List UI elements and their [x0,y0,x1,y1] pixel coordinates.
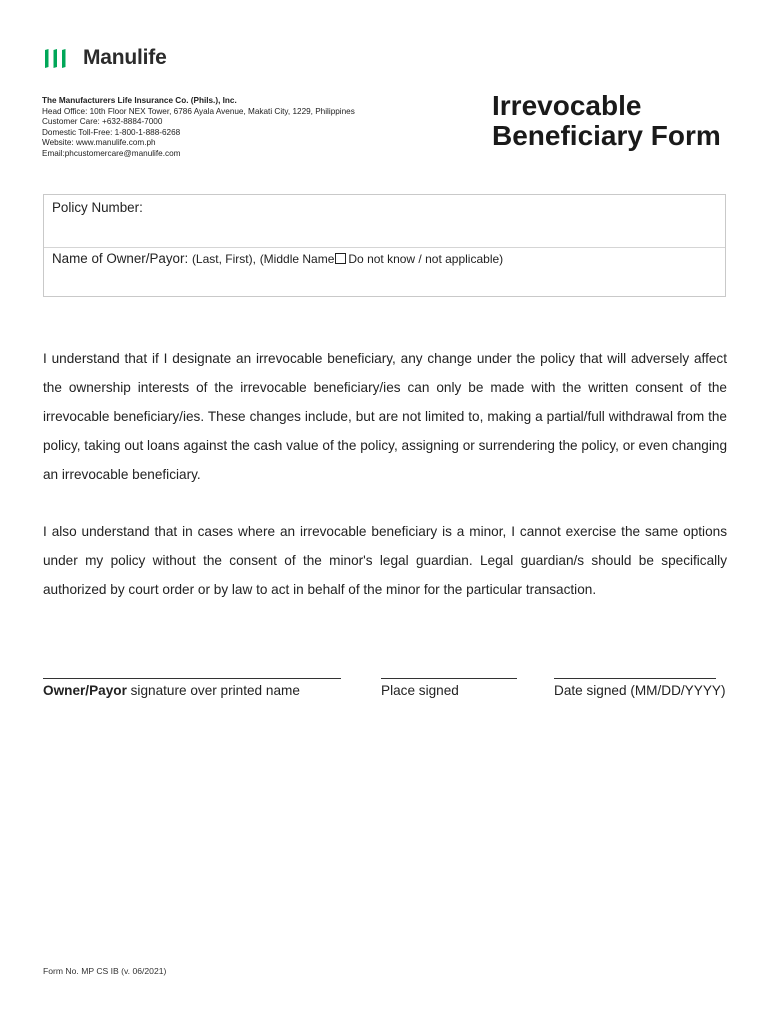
owner-name-hint: (Last, First), [191,252,256,266]
email: Email:phcustomercare@manulife.com [42,148,181,158]
owner-name-field[interactable] [44,247,725,297]
date-signed-line[interactable] [554,665,716,679]
place-signed-line[interactable] [381,665,517,679]
date-signed-block [554,665,726,698]
form-title-line1: Irrevocable [492,90,642,121]
form-title-line2: Beneficiary Form [492,120,721,151]
date-signed-caption: Date signed (MM/DD/YYYY) [554,683,726,698]
form-number: Form No. MP CS IB (v. 06/2021) [43,966,167,976]
owner-signature-line[interactable] [43,665,341,679]
middle-name-label: (Middle Name [259,252,335,266]
head-office: Head Office: 10th Floor NEX Tower, 6786 Ayala Avenue, Makati City, 1229, Philippines [42,106,355,116]
policy-number-field[interactable] [44,195,725,248]
owner-signature-caption-rest: signature over printed name [126,683,300,698]
brand-name: Manulife [83,46,167,69]
website: Website: www.manulife.com.ph [42,138,156,148]
owner-signature-caption-bold: Owner/Payor [43,683,127,698]
consent-paragraph-1: I understand that if I designate an irrevocable beneficiary, any change under the policy that will adversely affect the ownership interests of the irrevocable beneficiary/ies can only be made with the written consent of the irrevocable beneficiary/ies. These changes include, but are not limited to, making a partial/full withdrawal from the policy, taking out loans against the cash value of the policy, assigning or surrendering the policy, or even changing an irrevocable beneficiary. [43,351,727,482]
manulife-logo-icon [42,46,69,70]
middle-name-na-checkbox[interactable] [335,253,346,264]
form-title [492,91,762,151]
owner-name-label-group [52,251,503,266]
company-name: The Manufacturers Life Insurance Co. (Phils.), Inc. [42,96,237,105]
manulife-logo [42,46,167,70]
owner-name-label: Name of Owner/Payor: [52,251,189,266]
owner-signature-caption [43,683,341,698]
company-info [42,96,355,160]
customer-care: Customer Care: +632-8884-7000 [42,117,163,127]
owner-signature-block [43,665,341,698]
middle-name-na-option: Do not know / not applicable) [348,252,504,266]
place-signed-caption: Place signed [381,683,459,698]
policy-fields [43,194,726,297]
consent-paragraph-2: I also understand that in cases where an irrevocable beneficiary is a minor, I cannot exercise the same options under my policy without the consent of the minor's legal guardian. Legal guardian/s should be specifically authorized by court order or by law to act in behalf of the minor for the particular transaction. [43,524,727,597]
policy-number-label: Policy Number: [52,200,143,215]
place-signed-block [381,665,517,698]
toll-free: Domestic Toll-Free: 1-800-1-888-6268 [42,127,181,137]
